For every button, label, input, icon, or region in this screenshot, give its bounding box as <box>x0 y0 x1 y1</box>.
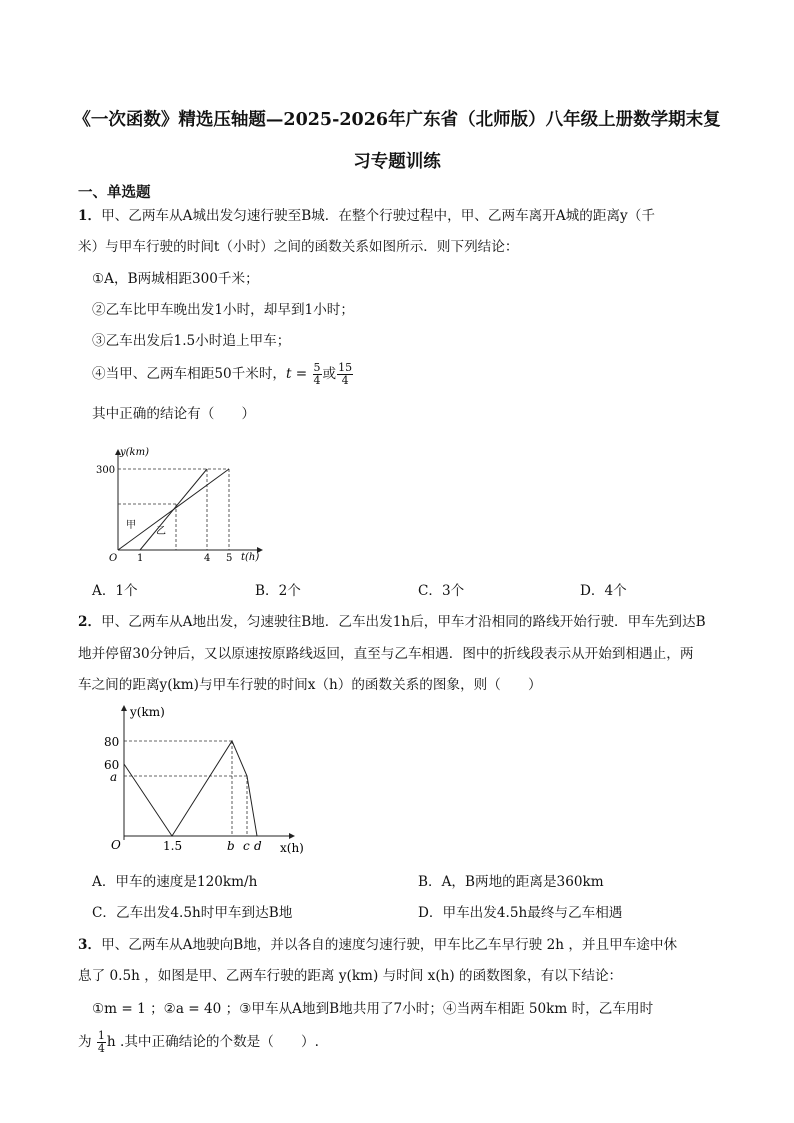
q1-c4-frac-2: $\frac{15}{4}$ <box>338 361 353 387</box>
q2-line3: 车之间的距离y(km)与甲车行驶的时间x（h）的函数关系的图象，则（ ） <box>78 677 542 693</box>
q2-x-tick-1-5: 1.5 <box>163 839 183 853</box>
q1-option-b[interactable]: B．2个 <box>255 583 301 599</box>
q1-c4-text: ④当甲、乙两车相距50千米时， <box>92 366 287 382</box>
q1-line-yi <box>140 469 207 550</box>
q2-line2: 地并停留30分钟后，又以原速按原路线返回，直至与乙车相遇．图中的折线段表示从开始到相遇止，两 <box>78 646 694 662</box>
q1-x-tick-5: 5 <box>226 553 233 564</box>
q3-line3: ①m = 1 ；②a = 40 ；③甲车从A地到B地共用了7小时；④当两车相距 50km 时，乙车用时 <box>92 1001 654 1017</box>
q2-y-label: y(km) <box>130 705 165 719</box>
q2-x-tick-d: d <box>254 839 262 853</box>
q1-c4-or: 或 <box>322 366 337 382</box>
q2-polyline <box>124 741 257 836</box>
q2-number: 2． <box>78 614 102 630</box>
q1-option-a[interactable]: A．1个 <box>92 583 138 599</box>
q2-x-tick-b: b <box>227 839 235 853</box>
q2-line1 <box>78 611 706 633</box>
q3-line4-pre: 为 <box>78 1034 92 1050</box>
page-title-line2: 习专题训练 <box>353 152 441 172</box>
q3-line2: 息了 0.5h ，如图是甲、乙两车行驶的距离 y(km) 与时间 x(h) 的函数图象，有以下结论： <box>78 968 623 984</box>
q3-line1 <box>78 934 677 956</box>
q1-graph <box>96 440 276 565</box>
q2-text-1: 甲、乙两车从A地出发，匀速驶往B地．乙车出发1h后，甲车才沿相同的路线开始行驶．甲车先到达B <box>101 614 706 630</box>
q2-option-d[interactable]: D．甲车出发4.5h最终与乙车相遇 <box>418 905 623 921</box>
q1-y-tick-300: 300 <box>96 465 116 476</box>
q1-origin: O <box>109 553 118 564</box>
q3-line4-post: h .其中正确结论的个数是（ ）. <box>106 1034 319 1050</box>
q1-line1 <box>78 205 655 227</box>
q3-line4 <box>78 1030 319 1055</box>
q1-conclusion-1: ①A，B两城相距300千米； <box>92 271 259 287</box>
q1-x-tick-1: 1 <box>137 553 144 564</box>
q2-option-a[interactable]: A．甲车的速度是120km/h <box>92 874 258 890</box>
q1-c4-eq: = <box>291 366 312 382</box>
q3-number: 3． <box>78 937 102 953</box>
q2-option-b[interactable]: B．A，B两地的距离是360km <box>418 874 604 890</box>
q1-c4-var: t <box>286 366 292 382</box>
q2-origin: O <box>111 838 121 852</box>
q1-c4-frac-1: $\frac{5}{4}$ <box>313 361 321 387</box>
q1-option-c[interactable]: C．3个 <box>418 583 465 599</box>
q2-y-tick-60: 60 <box>104 758 120 772</box>
q3-frac: $\frac{1}{4}$ <box>97 1029 105 1055</box>
q1-text-1: 甲、乙两车从A城出发匀速行驶至B城．在整个行驶过程中，甲、乙两车离开A城的距离y（千 <box>101 208 655 224</box>
q2-y-tick-80: 80 <box>104 735 120 749</box>
q1-label-yi: 乙 <box>156 526 166 537</box>
q1-x-tick-4: 4 <box>204 553 211 564</box>
q3-text-1: 甲、乙两车从A地驶向B地，并以各自的速度匀速行驶，甲车比乙车早行驶 2h ，并且甲车途中休 <box>101 937 678 953</box>
q1-conclusion-4 <box>92 362 354 387</box>
q1-number: 1． <box>78 208 102 224</box>
q2-graph <box>100 700 310 860</box>
q1-option-d[interactable]: D．4个 <box>580 583 627 599</box>
q2-x-tick-c: c <box>243 839 250 853</box>
q1-label-jia: 甲 <box>126 520 136 531</box>
q1-t-label: t(h) <box>241 552 260 563</box>
q2-option-c[interactable]: C．乙车出发4.5h时甲车到达B地 <box>92 905 293 921</box>
q1-conclusion-2: ②乙车比甲车晚出发1小时，却早到1小时； <box>92 302 354 318</box>
q1-ask: 其中正确的结论有（ ） <box>92 406 256 422</box>
q1-y-label: y(km) <box>120 447 149 458</box>
section-heading: 一、单选题 <box>78 184 151 201</box>
page-title-line1: 《一次函数》精选压轴题—2025-2026年广东省（北师版）八年级上册数学期末复 <box>73 110 721 130</box>
q1-conclusion-3: ③乙车出发后1.5小时追上甲车； <box>92 333 291 349</box>
q2-x-label: x(h) <box>280 841 304 855</box>
q2-y-tick-a: a <box>110 770 118 784</box>
q1-line2: 米）与甲车行驶的时间t（小时）之间的函数关系如图所示．则下列结论： <box>78 239 519 255</box>
